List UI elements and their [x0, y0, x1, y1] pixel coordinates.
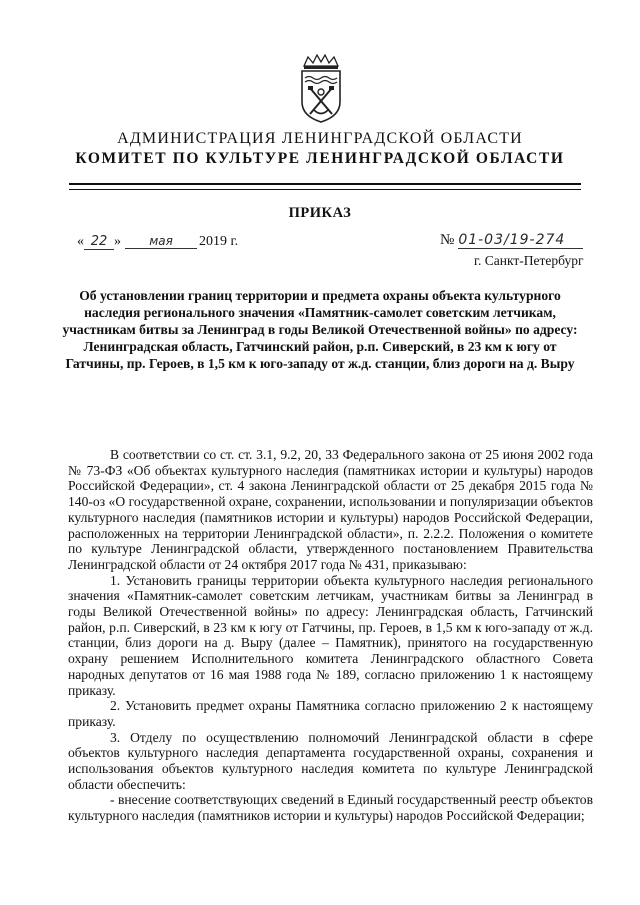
document-title: Об установлении границ территории и предмета охраны объекта культурного наследия регионального значения «Памятник-самолет советским летчикам, участникам битвы за Ленинград в годы Великой Отечественной войны» по адресу: Ленинградская область, Гатчинский район, р.п. Сиверский, в 23 км к югу от Гатчины, пр. Героев, в 1,5 км к юго-западу от ж.д. станции, близ дороги на д. Выру: [62, 288, 578, 371]
body-item-2: 2. Установить предмет охраны Памятника согласно приложению 2 к настоящему приказу.: [68, 698, 593, 729]
date-month: мая: [125, 234, 197, 249]
document-body: [68, 447, 593, 824]
body-preamble: В соответствии со ст. ст. 3.1, 9.2, 20, 33 Федерального закона от 25 июня 2002 года № 73-ФЗ «Об объектах культурного наследия (памятниках истории и культуры) народов Российской Федерации», ст. 4 закона Ленинградской области от 25 декабря 2015 года № 140-оз «О государственной охране, сохранении, использовании и популяризации объектов культурного наследия (памятников истории и культуры) народов Российской Федерации, расположенных на территории Ленинградской области», п. 2.2.2. Положения о комитете по культуре Ленинградской области, утвержденного постановлением Правительства Ленинградской области от 24 октября 2017 года № 431, приказываю:: [68, 447, 593, 572]
committee-name: КОМИТЕТ ПО КУЛЬТУРЕ ЛЕНИНГРАДСКОЙ ОБЛАСТИ: [75, 150, 565, 167]
body-item-3-sub-1: - внесение соответствующих сведений в Единый государственный реестр объектов культурного наследия (памятников истории и культуры) народов Российской Федерации;: [68, 792, 593, 824]
date-day: 22: [84, 234, 114, 250]
header-divider-thick: [69, 183, 581, 185]
number-value: 01-03/19-274: [458, 232, 583, 249]
document-date: [77, 234, 238, 250]
body-item-3: 3. Отделу по осуществлению полномочий Ленинградской области в сфере объектов культурного наследия департамента государственной охраны, сохранения и использования объектов культурного наследия комитета по культуре Ленинградской области обеспечить:: [68, 729, 593, 792]
header-divider-thin: [69, 189, 581, 190]
date-close-quote: »: [114, 234, 121, 249]
document-number: [440, 232, 583, 249]
organization-name: АДМИНИСТРАЦИЯ ЛЕНИНГРАДСКОЙ ОБЛАСТИ: [117, 130, 523, 147]
date-open-quote: «: [77, 234, 84, 249]
number-sign: №: [440, 232, 455, 248]
body-item-1: 1. Установить границы территории объекта культурного наследия регионального значения «Памятник-самолет советским летчикам, участникам битвы за Ленинград в годы Великой Отечественной войны» по адресу: Ленинградская область, Гатчинский район, р.п. Сиверский, в 23 км к югу от Гатчины, пр. Героев, в 1,5 км к юго-западу от ж.д. станции, близ дороги на д. Выру (далее – Памятник), принятого на государственную охрану решением Исполнительного комитета Ленинградского областного Совета народных депутатов от 16 мая 1988 года № 189, согласно приложению 1 к настоящему приказу.: [68, 572, 593, 698]
coat-of-arms-emblem: [298, 54, 344, 124]
document-city: г. Санкт-Петербург: [474, 253, 584, 268]
document-type: ПРИКАЗ: [288, 205, 352, 221]
date-year: 2019 г.: [199, 234, 239, 249]
